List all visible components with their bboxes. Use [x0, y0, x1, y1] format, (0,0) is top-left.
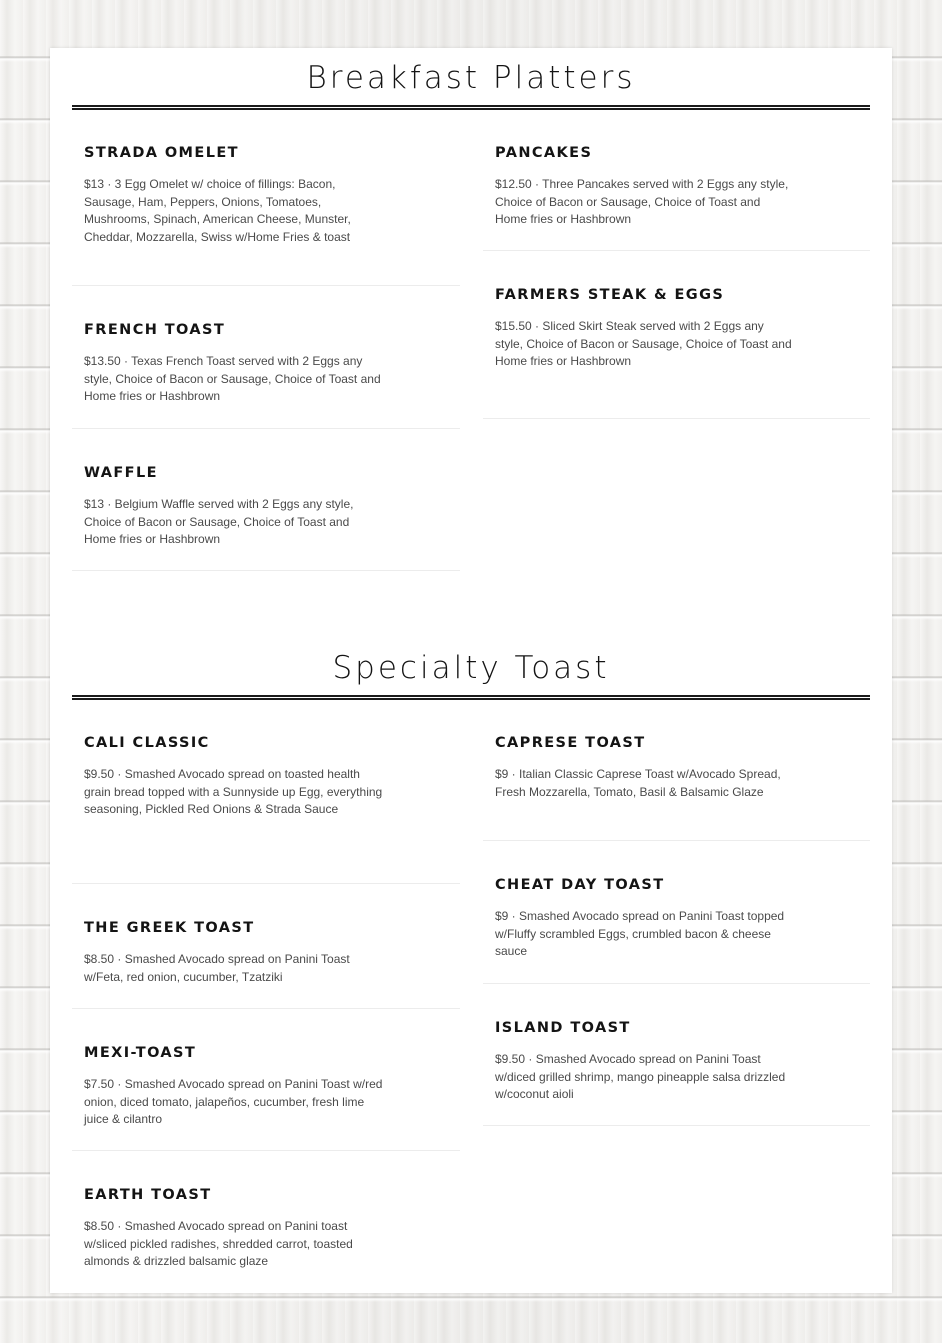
item-description: $8.50 · Smashed Avocado spread on Panini Toast w/Feta, red onion, cucumber, Tzatziki	[84, 952, 350, 984]
item-name: CHEAT DAY TOAST	[495, 877, 665, 893]
item-divider	[72, 428, 460, 429]
item-divider	[72, 883, 460, 884]
item-description: $13 · Belgium Waffle served with 2 Eggs any style, Choice of Bacon or Sausage, Choice of Toast and Home fries or Hashbrown	[84, 497, 354, 547]
menu-item-cheat-day-toast	[483, 877, 871, 961]
item-divider	[72, 1008, 460, 1009]
item-name: MEXI-TOAST	[84, 1045, 197, 1061]
section-rule	[72, 695, 870, 700]
item-divider	[483, 1125, 870, 1126]
item-name: ISLAND TOAST	[495, 1020, 631, 1036]
item-divider	[72, 285, 460, 286]
section-title-specialty-toast: Specialty Toast	[332, 650, 610, 686]
item-divider	[72, 1150, 460, 1151]
menu-item-island-toast	[483, 1020, 871, 1104]
menu-item-french-toast	[72, 322, 460, 406]
item-name: CALI CLASSIC	[84, 735, 210, 751]
menu-item-waffle	[72, 465, 460, 549]
menu-item-caprese-toast	[483, 735, 871, 801]
item-divider	[483, 418, 870, 419]
menu-page	[50, 48, 892, 1293]
item-name: STRADA OMELET	[84, 145, 239, 161]
item-name: FARMERS STEAK & EGGS	[495, 287, 725, 303]
menu-item-pancakes	[483, 145, 871, 229]
item-description: $7.50 · Smashed Avocado spread on Panini Toast w/red onion, diced tomato, jalapeños, cucumber, fresh lime juice & cilantro	[84, 1077, 383, 1127]
item-description: $12.50 · Three Pancakes served with 2 Eggs any style, Choice of Bacon or Sausage, Choice of Toast and Home fries or Hashbrown	[495, 177, 789, 227]
item-description: $9.50 · Smashed Avocado spread on Panini Toast w/diced grilled shrimp, mango pineapple salsa drizzled w/coconut aioli	[495, 1052, 786, 1102]
menu-item-strada-omelet	[72, 145, 460, 246]
item-name: WAFFLE	[84, 465, 158, 481]
item-description: $13 · 3 Egg Omelet w/ choice of fillings: Bacon, Sausage, Ham, Peppers, Onions, Tomatoes, Mushrooms, Spinach, American Cheese, Munster, Cheddar, Mozzarella, Swiss w/Home Fries & toast	[84, 177, 351, 244]
menu-item-farmers-steak-eggs	[483, 287, 871, 371]
item-description: $9.50 · Smashed Avocado spread on toasted health grain bread topped with a Sunnyside up Egg, everything seasoning, Pickled Red Onions & Strada Sauce	[84, 767, 383, 817]
section-rule	[72, 105, 870, 110]
item-divider	[483, 840, 870, 841]
item-name: CAPRESE TOAST	[495, 735, 646, 751]
item-name: EARTH TOAST	[84, 1187, 212, 1203]
item-description: $9 · Italian Classic Caprese Toast w/Avocado Spread, Fresh Mozzarella, Tomato, Basil & Balsamic Glaze	[495, 767, 781, 799]
section-title-breakfast-platters: Breakfast Platters	[306, 60, 636, 96]
item-divider	[483, 250, 870, 251]
menu-item-earth-toast	[72, 1187, 460, 1271]
item-description: $9 · Smashed Avocado spread on Panini Toast topped w/Fluffy scrambled Eggs, crumbled bacon & cheese sauce	[495, 909, 785, 959]
item-name: PANCAKES	[495, 145, 593, 161]
item-description: $8.50 · Smashed Avocado spread on Panini toast w/sliced pickled radishes, shredded carrot, toasted almonds & drizzled balsamic glaze	[84, 1219, 353, 1269]
menu-item-the-greek-toast	[72, 920, 460, 986]
menu-item-mexi-toast	[72, 1045, 460, 1129]
item-divider	[483, 983, 870, 984]
menu-item-cali-classic	[72, 735, 460, 819]
item-description: $15.50 · Sliced Skirt Steak served with 2 Eggs any style, Choice of Bacon or Sausage, Choice of Toast and Home fries or Hashbrown	[495, 319, 792, 369]
item-description: $13.50 · Texas French Toast served with 2 Eggs any style, Choice of Bacon or Sausage, Choice of Toast and Home fries or Hashbrown	[84, 354, 381, 404]
item-divider	[72, 570, 460, 571]
item-name: FRENCH TOAST	[84, 322, 226, 338]
item-name: THE GREEK TOAST	[84, 920, 255, 936]
